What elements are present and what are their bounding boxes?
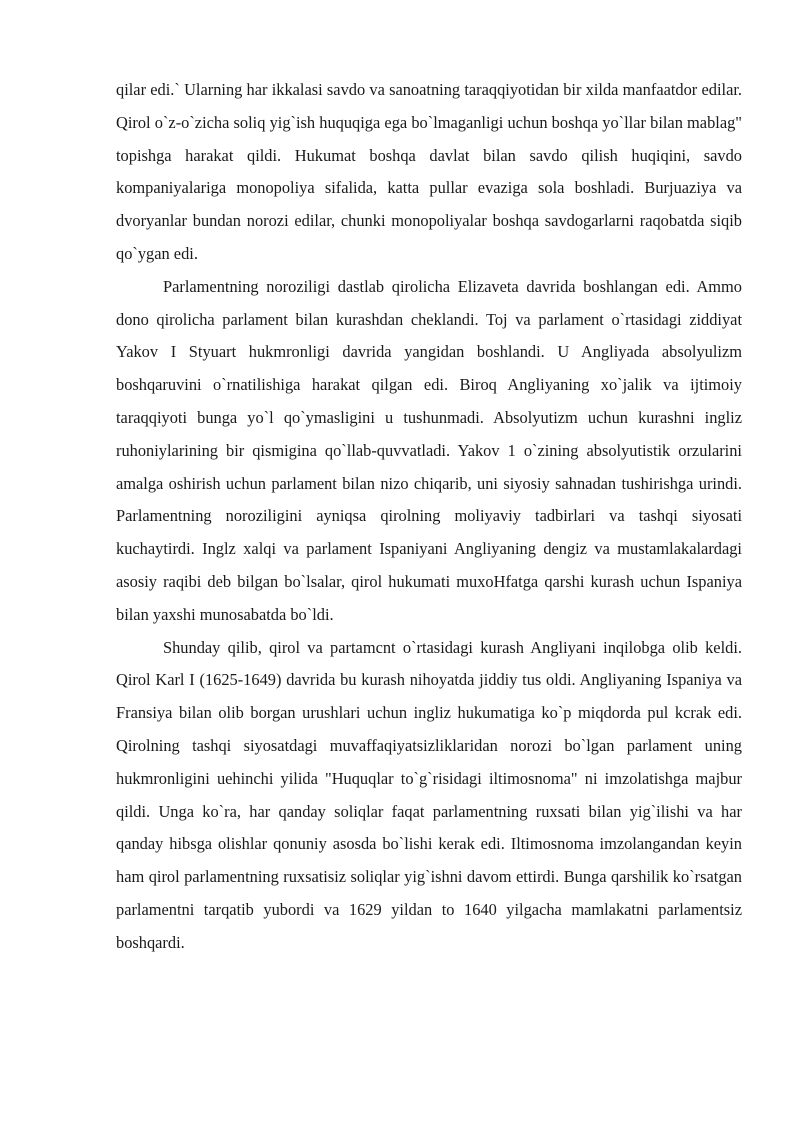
paragraph-3: Shunday qilib, qirol va partamcnt o`rtasidagi kurash Angliyani inqilobga olib keldi. Qirol Karl I (1625-1649) davrida bu kurash nihoyatda jiddiy tus oldi. Angliyaning Ispaniya va Fransiya bilan olib borgan urushlari uchun ingliz hukumatiga ko`p miqdorda pul kcrak edi. Qirolning tashqi siyosatdagi muvaffaqiyatsizliklaridan norozi bo`lgan parlament uning hukmronligini uehinchi yilida "Huquqlar to`g`risidagi iltimosnoma" ni imzolatishga majbur qildi. Unga ko`ra, har qanday soliqlar faqat parlamentning ruxsati bilan yig`ilishi va har qanday hibsga olishlar qonuniy asosda bo`lishi kerak edi. Iltimosnoma imzolangandan keyin ham qirol parlamentning ruxsatisiz soliqlar yig`ishni davom ettirdi. Bunga qarshilik ko`rsatgan parlamentni tarqatib yubordi va 1629 yildan to 1640 yilgacha mamlakatni parlamentsiz boshqardi. xyxy=(116,637,742,952)
document-page xyxy=(116,74,742,960)
paragraph-2: Parlamentning noroziligi dastlab qirolicha Elizaveta davrida boshlangan edi. Ammo dono qirolicha parlament bilan kurashdan cheklandi. Toj va parlament o`rtasidagi ziddiyat Yakov I Styuart hukmronligi davrida yangidan boshlandi. U Angliyada absolyulizm boshqaruvini o`rnatilishiga harakat qilgan edi. Biroq Angliyaning xo`jalik va ijtimoiy taraqqiyoti bunga yo`l qo`ymasligini u tushunmadi. Absolyutizm uchun kurashni ingliz ruhoniylarining bir qismigina qo`llab-quvvatladi. Yakov 1 o`zining absolyutistik orzularini amalga oshirish uchun parlament bilan nizo chiqarib, uni siyosiy sahnadan tushirishga urindi. Parlamentning noroziligini ayniqsa qirolning moliyaviy tadbirlari va tashqi siyosati kuchaytirdi. Inglz xalqi va parlament Ispaniyani Angliyaning dengiz va mustamlakalardagi asosiy raqibi deb bilgan bo`lsalar, qirol hukumati muxoHfatga qarshi kurash uchun Ispaniya bilan yaxshi munosabatda bo`ldi. xyxy=(116,276,742,624)
paragraph-1: qilar edi.` Ularning har ikkalasi savdo va sanoatning taraqqiyotidan bir xilda manfaatdor edilar. Qirol o`z-o`zicha soliq yig`ish huquqiga ega bo`lmaganligi uchun boshqa yo`llar bilan mablag" topishga harakat qildi. Hukumat boshqa davlat bilan savdo qilish huqiqini, savdo kompaniyalariga monopoliya sifalida, katta pullar evaziga sola boshladi. Burjuaziya va dvoryanlar bundan norozi edilar, chunki monopoliyalar boshqa savdogarlarni raqobatda siqib qo`ygan edi. xyxy=(116,80,742,263)
